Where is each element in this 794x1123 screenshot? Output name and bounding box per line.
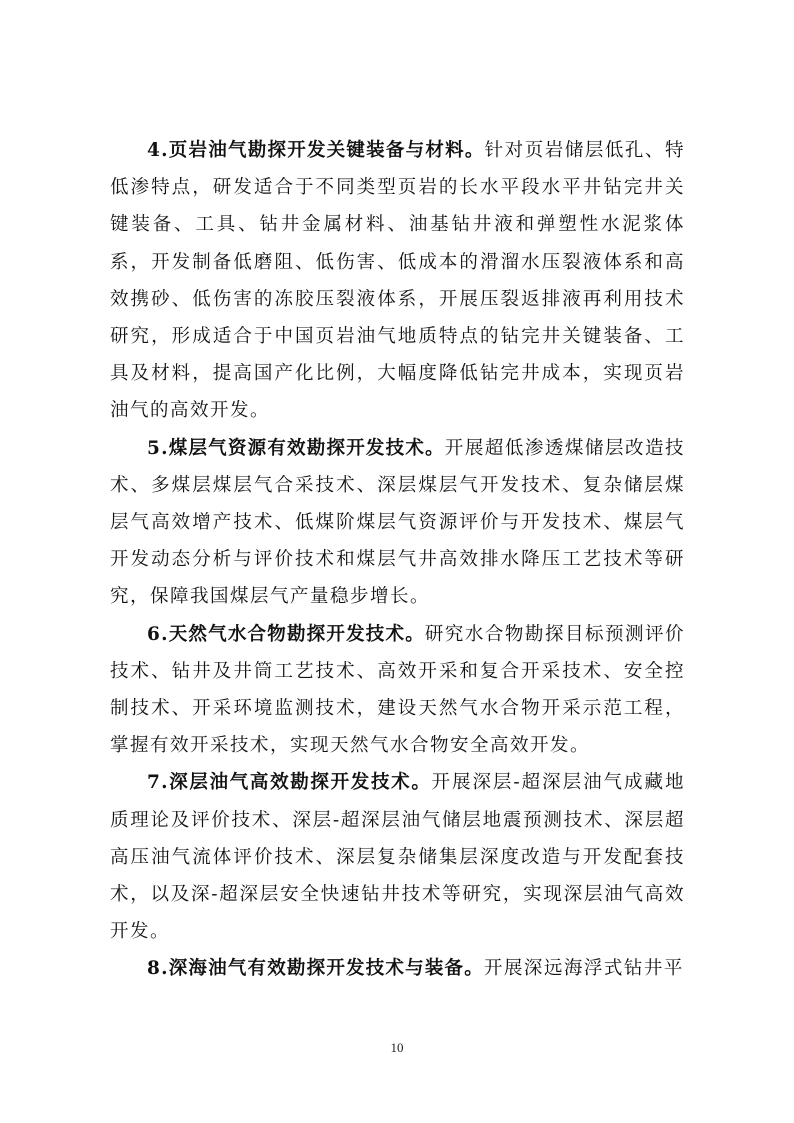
paragraph-body: 研究水合物勘探目标预测评价技术、钻井及井筒工艺技术、高效开采和复合开采技术、安全控制技术、开采环境监测技术，建设天然气水合物开采示范工程，掌握有效开采技术，实现天然气水合物安全高效开发。 (110, 623, 685, 757)
paragraph-body: 开展深层-超深层油气成藏地质理论及评价技术、深层-超深层油气储层地震预测技术、深层超高压油气流体评价技术、深层复杂储集层深度改造与开发配套技术，以及深-超深层安全快速钻井技术等研究，实现深层油气高效开发。 (110, 772, 685, 943)
paragraph-gas-hydrate (110, 616, 685, 765)
paragraph-heading: 8.深海油气有效勘探开发技术与装备。 (147, 958, 484, 980)
paragraph-deep-oil-gas (110, 764, 685, 950)
paragraph-coalbed-methane (110, 430, 685, 616)
paragraph-body: 针对页岩储层低孔、特低渗特点，研发适合于不同类型页岩的长水平段水平井钻完井关键装备、工具、钻井金属材料、油基钻井液和弹塑性水泥浆体系，开发制备低磨阻、低伤害、低成本的滑溜水压裂液体系和高效携砂、低伤害的冻胶压裂液体系，开展压裂返排液再利用技术研究，形成适合于中国页岩油气地质特点的钻完井关键装备、工具及材料，提高国产化比例，大幅度降低钻完井成本，实现页岩油气的高效开发。 (110, 140, 685, 422)
paragraph-body: 开展深远海浮式钻井平 (483, 958, 684, 980)
paragraph-body: 开展超低渗透煤储层改造技术、多煤层煤层气合采技术、深层煤层气开发技术、复杂储层煤层气高效增产技术、低煤阶煤层气资源评价与开发技术、煤层气开发动态分析与评价技术和煤层气井高效排水降压工艺技术等研究，保障我国煤层气产量稳步增长。 (110, 437, 685, 608)
paragraph-heading: 6.天然气水合物勘探开发技术。 (147, 623, 425, 645)
paragraph-heading: 7.深层油气高效勘探开发技术。 (147, 772, 432, 794)
body-text (110, 132, 685, 988)
paragraph-shale-oil-gas-equipment (110, 132, 685, 430)
page-number: 10 (390, 1040, 404, 1055)
paragraph-heading: 5.煤层气资源有效勘探开发技术。 (147, 437, 445, 459)
paragraph-deep-sea-oil-gas (110, 950, 685, 987)
paragraph-heading: 4.页岩油气勘探开发关键装备与材料。 (147, 140, 485, 161)
